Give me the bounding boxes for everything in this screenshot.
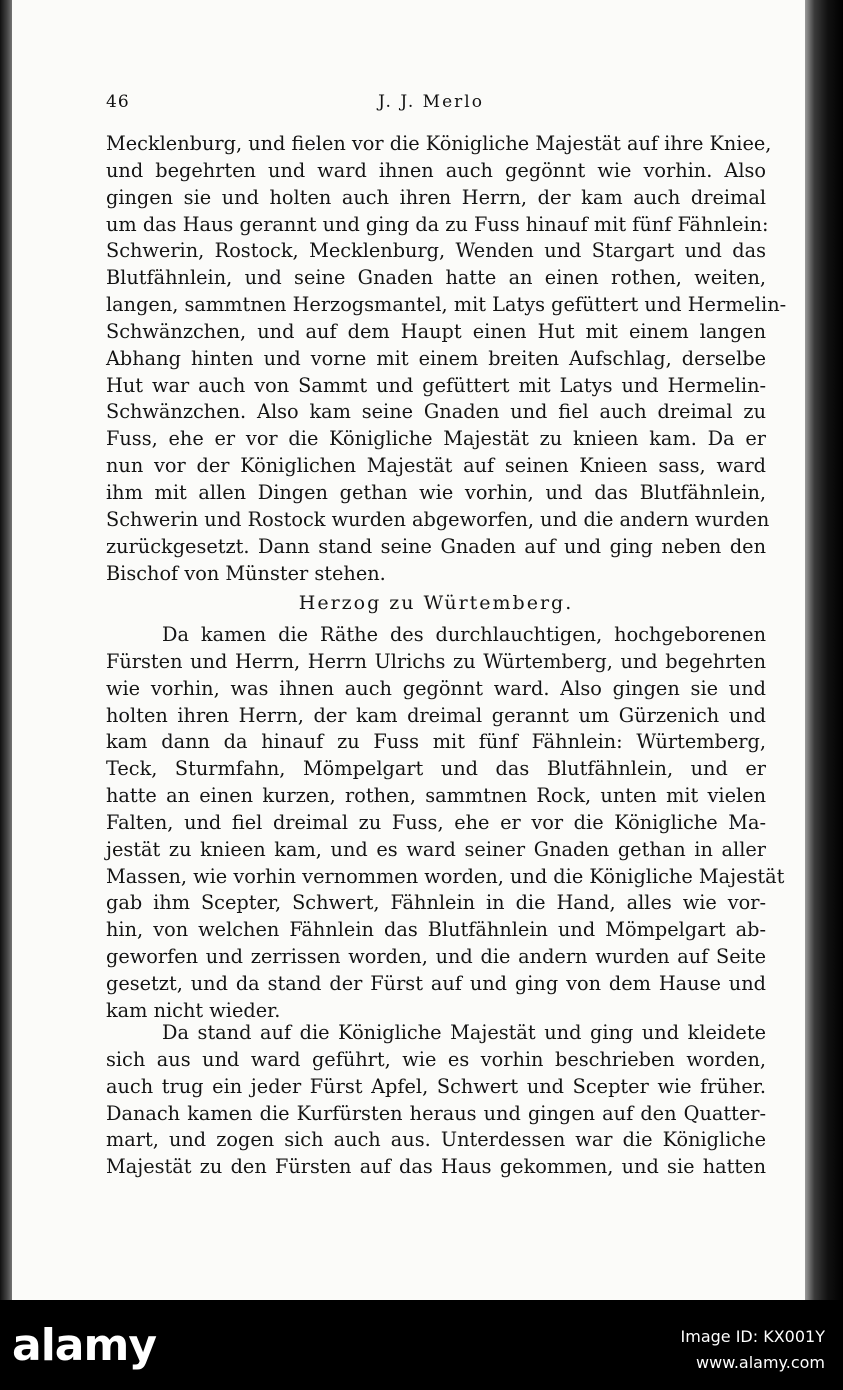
paragraph-1 [106,131,787,587]
alamy-logo: alamy [12,1320,156,1371]
text-line: Mecklenburg, und fielen vor die Königliche Majestät auf ihre Kniee, [106,132,772,155]
text-line: Fürsten und Herrn, Herrn Ulrichs zu Würtemberg, und begehrten [106,649,766,673]
text-line: gingen sie und holten auch ihren Herrn, der kam auch dreimal [106,185,766,209]
section-heading: Herzog zu Würtemberg. [298,592,574,614]
text-line: Schwänzchen. Also kam seine Gnaden und fiel auch dreimal zu [106,400,766,424]
text-line: zurückgesetzt. Dann stand seine Gnaden auf und ging neben den [106,534,766,558]
image-id: Image ID: KX001Y [680,1327,825,1346]
text-line: gab ihm Scepter, Schwert, Fähnlein in die Hand, alles wie vor- [106,891,766,915]
page-number: 46 [106,92,130,112]
paragraph-3 [106,1020,766,1181]
text-line: sich aus und ward geführt, wie es vorhin beschrieben worden, [106,1047,766,1071]
text-line: nun vor der Königlichen Majestät auf seinen Knieen sass, ward [106,454,766,478]
text-line: Da kamen die Räthe des durchlauchtigen, hochgeborenen [162,623,766,646]
text-line: hatte an einen kurzen, rothen, sammtnen Rock, unten mit vielen [106,784,766,808]
text-line: Da stand auf die Königliche Majestät und ging und kleidete [162,1021,766,1044]
text-line: Majestät zu den Fürsten auf das Haus gekommen, und sie hatten [106,1155,766,1179]
text-line: holten ihren Herrn, der kam dreimal gerannt um Gürzenich und [106,703,766,727]
text-line: wie vorhin, was ihnen auch gegönnt ward. Also gingen sie und [106,676,766,700]
text-line: Blutfähnlein, und seine Gnaden hatte an einen rothen, weiten, [106,266,766,290]
text-line: jestät zu knieen kam, und es ward seiner Gnaden gethan in aller [106,837,766,861]
text-line: Schwänzchen, und auf dem Haupt einen Hut mit einem langen [106,319,766,343]
text-line: Massen, wie vorhin vernommen worden, und die Königliche Majestät [106,864,785,888]
text-line: ihm mit allen Dingen gethan wie vorhin, und das Blutfähnlein, [106,480,766,504]
text-line: mart, und zogen sich auch aus. Unterdessen war die Königliche [106,1128,766,1152]
text-line: hin, von welchen Fähnlein das Blutfähnlein und Mömpelgart ab- [106,918,766,942]
text-line: Bischof von Münster stehen. [106,561,386,585]
text-line: gesetzt, und da stand der Fürst auf und ging von dem Hause und [106,971,766,995]
text-line: Schwerin und Rostock wurden abgeworfen, und die andern wurden [106,507,770,531]
text-line: und begehrten und ward ihnen auch gegönnt wie vorhin. Also [106,158,766,182]
text-line: kam nicht wieder. [106,998,281,1022]
text-line: Abhang hinten und vorne mit einem breiten Aufschlag, derselbe [106,346,766,370]
page-edge [805,0,843,1300]
text-line: Teck, Sturmfahn, Mömpelgart und das Blutfähnlein, und er [106,757,766,781]
page-header [106,92,756,116]
watermark-url: www.alamy.com [696,1353,825,1372]
text-line: Danach kamen die Kurfürsten heraus und gingen auf den Quatter- [106,1101,766,1125]
running-head: J. J. Merlo [378,92,484,112]
paragraph-2 [106,622,785,1025]
text-line: kam dann da hinauf zu Fuss mit fünf Fähnlein: Würtemberg, [106,730,766,754]
text-line: Hut war auch von Sammt und gefüttert mit Latys und Hermelin- [106,373,766,397]
text-line: Schwerin, Rostock, Mecklenburg, Wenden und Stargart und das [106,239,766,263]
text-line: geworfen und zerrissen worden, und die andern wurden auf Seite [106,945,766,969]
text-line: Fuss, ehe er vor die Königliche Majestät zu knieen kam. Da er [106,427,766,451]
text-line: langen, sammtnen Herzogsmantel, mit Latys gefüttert und Hermelin- [106,293,787,317]
text-line: Falten, und fiel dreimal zu Fuss, ehe er vor die Königliche Ma- [106,810,766,834]
text-line: auch trug ein jeder Fürst Apfel, Schwert und Scepter wie früher. [106,1074,766,1098]
text-line: um das Haus gerannt und ging da zu Fuss hinauf mit fünf Fähnlein: [106,212,769,236]
